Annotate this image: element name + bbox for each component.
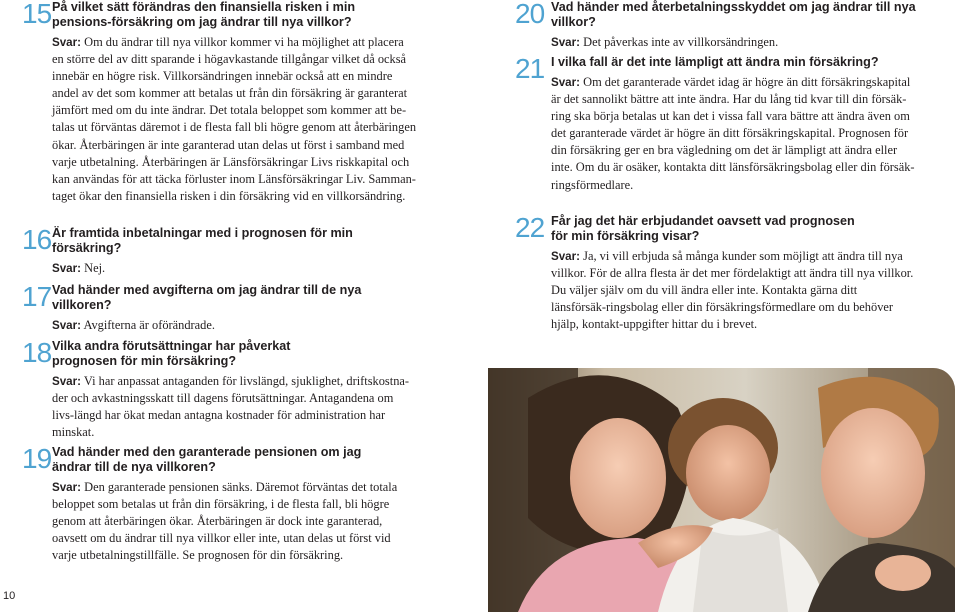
answer-body: Den garanterade pensionen sänks. Däremot förväntas det totala beloppet som betalas ut från din försäkring, i de flesta fall, bli högre genom att återbäringen ökar. Återbäringen är dock inte garanterad, oavsett om du ändrar till nya villkor eller inte, utan delas ut först vid varje utbetalningstillfälle. Se prognosen för din försäkring. [52, 480, 398, 563]
answer-body: Nej. [84, 261, 106, 275]
answer-label: Svar: [551, 250, 581, 263]
question-text: Vad händer med återbetalningsskyddet om jag ändrar till nya villkor? [551, 0, 916, 29]
question-number: 17 [22, 281, 52, 312]
answer-label: Svar: [551, 36, 581, 49]
answer-label: Svar: [52, 375, 82, 388]
question-text: Får jag det här erbjudandet oavsett vad prognosen för min försäkring visar? [551, 214, 855, 243]
answer-label: Svar: [551, 76, 581, 89]
question-number: 22 [515, 212, 545, 243]
answer-text [551, 248, 915, 333]
answer-text [52, 373, 417, 441]
answer-text [52, 34, 417, 205]
answer-label: Svar: [52, 262, 82, 275]
answer-label: Svar: [52, 36, 82, 49]
question-text: Vilka andra förutsättningar har påverkat prognosen för min försäkring? [52, 339, 291, 368]
answer-text [52, 479, 417, 564]
answer-body: Det påverkas inte av villkorsändringen. [583, 35, 779, 49]
question-text: Vad händer med avgifterna om jag ändrar till de nya villkoren? [52, 283, 362, 312]
question-number: 21 [515, 53, 545, 84]
question-number: 20 [515, 0, 545, 29]
question-text: På vilket sätt förändras den finansiella risken i min pensions-försäkring om jag ändrar till nya villkor? [52, 0, 356, 29]
question-number: 16 [22, 224, 52, 255]
answer-text [52, 317, 417, 334]
answer-label: Svar: [52, 481, 82, 494]
answer-text [52, 260, 417, 277]
answer-body: Avgifterna är oförändrade. [83, 318, 215, 332]
question-text: Vad händer med den garanterade pensionen om jag ändrar till de nya villkoren? [52, 445, 362, 474]
question-text: I vilka fall är det inte lämpligt att ändra min försäkring? [551, 55, 879, 69]
answer-body: Ja, vi vill erbjuda så många kunder som möjligt att ändra till nya villkor. För de allra flesta är det mer fördelaktigt att ändra till nya villkor. Du väljer själv om du vill ändra eller inte. Kontakta gärna ditt länsförsäk-ringsbolag eller din försäkringsförmedlare om du behöver hjälp, kontakt-uppgifter hittar du i brevet. [551, 249, 914, 332]
answer-body: Vi har anpassat antaganden för livslängd, sjuklighet, driftskostna-der och avkastningsskatt till dagens förutsättningar. Antagandena om livs-längd har ökat medan antagna kostnader för administration har minskat. [52, 374, 410, 440]
family-photo-illustration [488, 368, 955, 612]
question-text: Är framtida inbetalningar med i prognosen för min försäkring? [52, 226, 353, 255]
answer-text [551, 74, 915, 194]
page-number: 10 [3, 590, 16, 602]
answer-label: Svar: [52, 319, 82, 332]
family-photo [488, 368, 955, 612]
question-number: 15 [22, 0, 52, 29]
question-number: 19 [22, 443, 52, 474]
answer-body: Om det garanterade värdet idag är högre än ditt försäkringskapital är det sannolikt bättre att inte ändra. Har du lång tid kvar till din försäk-ring ska börja betalas ut kan det i vissa fall vara bättre att ändra även om det garanterade värdet är högre än ditt försäkringskapital. Prognosen för din försäkring ger en bra vägledning om det är lämpligt att ändra eller inte. Om du är osäker, kontakta ditt länsförsäkringsbolag eller din försäk-ringsförmedlare. [551, 75, 915, 192]
answer-body: Om du ändrar till nya villkor kommer vi ha möjlighet att placera en större del av ditt sparande i högavkastande tillgångar vilket då också innebär en högre risk. Villkorsändringen innebär också att en mindre andel av det som kommer att betalas ut från din försäkring är garanterat jämfört med om du inte ändrar. Det totala beloppet som kommer att be-talas ut förväntas däremot i de flesta fall bli högre genom att återbäringen ökar. Återbäringen är inte garanterad utan delas ut först i samband med varje utbetalning. Återbäringen är Länsförsäkringar Livs riskkapital och kan användas för att täcka förluster inom Länsförsäkringar Liv. Samman-taget ökar den finansiella risken i din försäkring vid en villkorsändring. [52, 35, 417, 203]
question-number: 18 [22, 337, 52, 368]
answer-text [551, 34, 951, 51]
